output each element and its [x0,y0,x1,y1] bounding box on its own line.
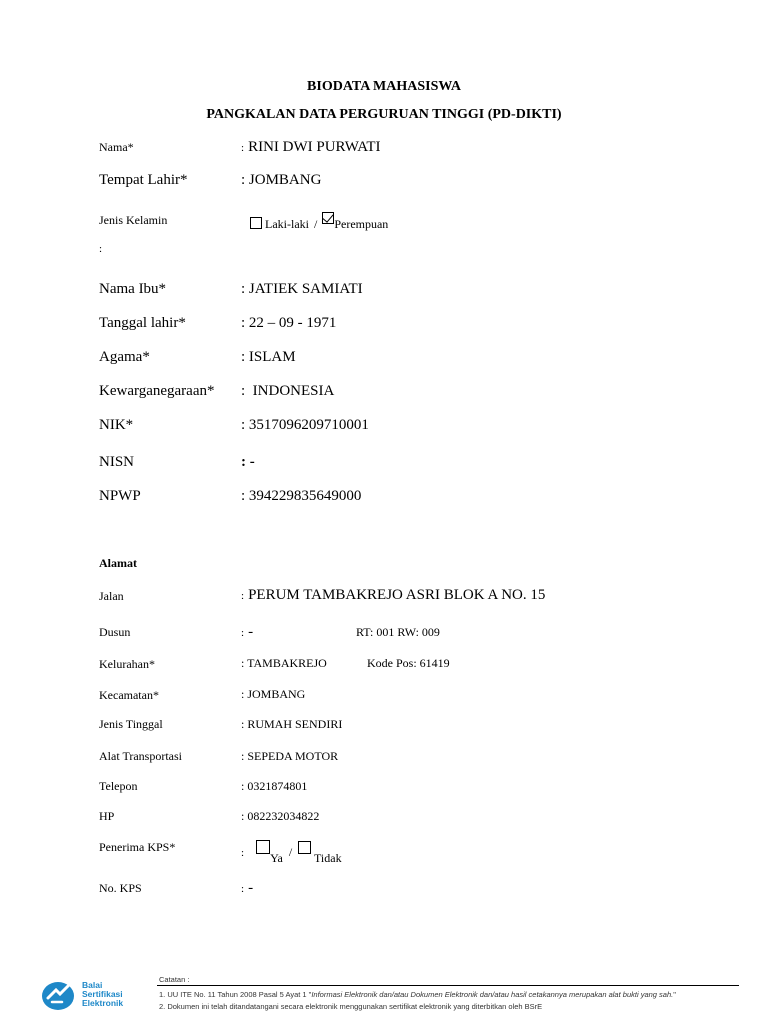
value-alat-transportasi: : SEPEDA MOTOR [241,749,339,763]
footer-catatan: Catatan : [159,975,190,984]
label-jenis-kelamin: Jenis Kelamin [99,213,168,227]
label-jenis-tinggal: Jenis Tinggal [99,717,163,731]
option-separator: / [288,845,293,859]
logo-line: Balai [82,980,103,990]
document-subtitle: PANGKALAN DATA PERGURUAN TINGGI (PD-DIKTI) [206,107,562,122]
label-nama-ibu: Nama Ibu* [99,281,167,297]
label-kelurahan: Kelurahan* [99,657,155,671]
value-kode-pos: Kode Pos: 61419 [367,656,450,670]
value-rt-rw: RT: 001 RW: 009 [356,625,440,639]
label-tanggal-lahir: Tanggal lahir* [99,315,186,331]
value-nik: : 3517096209710001 [241,417,369,433]
value-jalan: : PERUM TAMBAKREJO ASRI BLOK A NO. 15 [241,587,546,603]
value-no-kps: : - [241,880,254,896]
label-no-kps: No. KPS [99,881,142,895]
value-telepon: : 0321874801 [241,779,308,793]
checkbox-tidak[interactable] [298,841,311,854]
label-kecamatan: Kecamatan* [99,688,159,702]
option-separator: / [313,217,318,231]
label-nama: Nama* [99,140,134,154]
option-perempuan-label: Perempuan [334,217,389,231]
checkbox-ya[interactable] [256,840,270,854]
value-kewarganegaraan: : INDONESIA [241,383,335,399]
label-agama: Agama* [99,349,150,365]
label-nisn: NISN [99,454,135,470]
colon: : [241,627,245,639]
footer-divider [157,985,739,986]
checkbox-laki-laki[interactable] [250,217,262,229]
value-tempat-lahir: : JOMBANG [241,172,322,188]
option-ya-label: Ya [270,851,283,865]
value-kecamatan: : JOMBANG [241,687,306,701]
option-laki-laki-label: Laki-laki [265,217,309,231]
label-alat-transportasi: Alat Transportasi [99,749,183,763]
logo-line: Elektronik [82,998,124,1008]
value-agama: : ISLAM [241,349,296,365]
option-tidak-label: Tidak [314,851,342,865]
value-nama-ibu: : JATIEK SAMIATI [241,281,363,297]
value-tanggal-lahir: : 22 – 09 - 1971 [241,315,337,331]
colon: : [99,243,103,255]
value-jenis-tinggal: : RUMAH SENDIRI [241,717,343,731]
footer-note-1: 1. UU ITE No. 11 Tahun 2008 Pasal 5 Ayat 1 "Informasi Elektronik dan/atau Dokumen Elektronik dan/atau hasil cetakannya merupakan alat bukti yang sah." [159,990,676,999]
value-nisn: : - [241,454,255,470]
colon: : [241,847,245,859]
value-hp: : 082232034822 [241,809,320,823]
jenis-kelamin-options [250,217,388,232]
label-npwp: NPWP [99,488,141,504]
checkbox-perempuan-checked[interactable] [322,212,334,224]
colon: : [241,590,245,602]
bse-logo-text [82,981,123,1008]
footer-note-2: 2. Dokumen ini telah ditandatangani secara elektronik menggunakan sertifikat elektronik yang diterbitkan oleh BSrE [159,1002,543,1011]
value-dusun: : - [241,624,254,640]
penerima-kps-options [241,840,342,865]
value-nama: : RINI DWI PURWATI [241,139,381,155]
label-penerima-kps: Penerima KPS* [99,840,176,854]
section-alamat-heading: Alamat [99,556,137,570]
bse-logo-icon [40,978,80,1012]
logo-line: Sertifikasi [82,989,123,999]
colon: : [241,883,245,895]
label-dusun: Dusun [99,625,131,639]
label-hp: HP [99,809,115,823]
value-npwp: : 394229835649000 [241,488,362,504]
label-tempat-lahir: Tempat Lahir* [99,172,188,188]
label-jalan: Jalan [99,589,124,603]
label-kewarganegaraan: Kewarganegaraan* [99,383,215,399]
value-kelurahan: : TAMBAKREJO [241,656,327,670]
document-title: BIODATA MAHASISWA [307,79,461,94]
label-nik: NIK* [99,417,134,433]
label-telepon: Telepon [99,779,138,793]
colon: : [241,142,245,154]
